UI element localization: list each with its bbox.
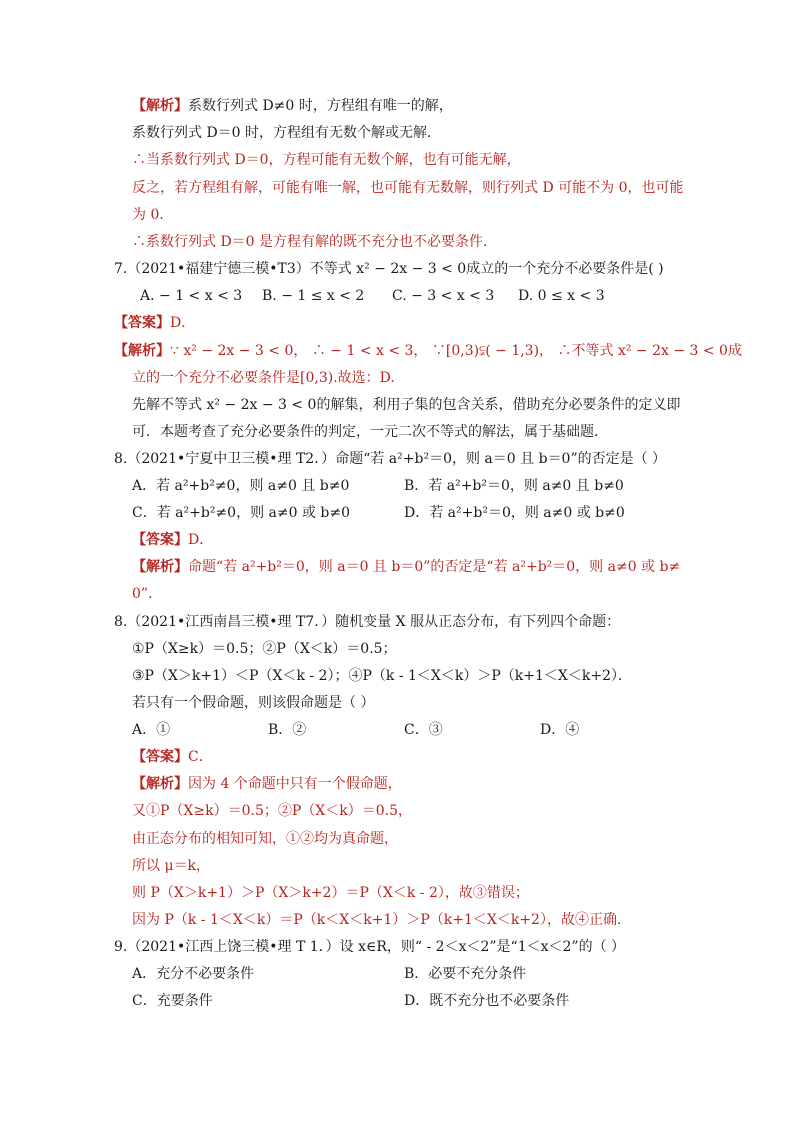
q8b-option-c: C．③ (404, 722, 443, 738)
question-7-stem: 7.（2021•福建宁德三模•T3）不等式 x² − 2x − 3 < 0成立的一个充分不必要条件是( ) (114, 261, 664, 277)
q8b-propositions-1-2: ①P（X≥k）＝0.5；②P（X＜k）＝0.5； (132, 641, 397, 657)
analysis-tag: 【解析】 (132, 559, 188, 575)
q8b-analysis-line: 又①P（X≥k）＝0.5；②P（X＜k）＝0.5， (132, 803, 412, 819)
q8a-option-d: D．若 a²+b²＝0，则 a≠0 或 b≠0 (404, 505, 625, 521)
q8b-answer (132, 747, 213, 767)
analysis-tag: 【解析】 (114, 343, 170, 359)
q8a-answer (132, 530, 213, 550)
q9-option-d: D．既不充分也不必要条件 (404, 993, 570, 1009)
question-8b-stem: 8.（2021•江西南昌三模•理 T7．）随机变量 X 服从正态分布，有下列四个命题： (114, 614, 621, 630)
q9-option-c: C．充要条件 (132, 993, 213, 1009)
question-9-stem: 9.（2021•江西上饶三模•理 T 1．）设 x∈R，则“ - 2＜x＜2”是“1＜x＜2”的（ ） (114, 939, 626, 955)
analysis-line: ∴系数行列式 D＝0 是方程有解的既不充分也不必要条件． (132, 234, 498, 250)
q8b-analysis-line: 则 P（X＞k+1）＞P（X＞k+2）＝P（X＜k - 2），故③错误； (132, 885, 529, 901)
q7-analysis-line: 先解不等式 x² − 2x − 3 < 0的解集，利用子集的包含关系，借助充分必要条件的定义即 (132, 397, 681, 413)
answer-tag: 【答案】 (132, 532, 188, 548)
q8a-option-b: B．若 a²+b²＝0，则 a≠0 且 b≠0 (404, 478, 624, 494)
q7-option-b: B. − 1 ≤ x < 2 (262, 288, 365, 304)
question-8a-stem: 8.（2021•宁夏中卫三模•理 T2．）命题“若 a²+b²＝0，则 a＝0 且 b＝0”的否定是（ ） (114, 451, 667, 467)
q8a-analysis-line: 0”． (132, 586, 163, 602)
analysis-line: ∴当系数行列式 D＝0，方程可能有无数个解，也有可能无解， (132, 152, 521, 168)
analysis-tag: 【解析】 (132, 776, 188, 792)
q7-analysis-line: 立的一个充分不必要条件是[0,3).故选：D. (132, 370, 395, 386)
q8b-propositions-3-4: ③P（X＞k+1）＜P（X＜k - 2）；④P（k - 1＜X＜k）＞P（k+1＜X＜k+2）． (132, 668, 632, 684)
analysis-line: 反之，若方程组有解，可能有唯一解，也可能有无数解，则行列式 D 可能不为 0，也可能 (132, 180, 684, 196)
analysis-line: 系数行列式 D＝0 时，方程组有无数个解或无解． (132, 125, 442, 141)
q8b-analysis-line: 由正态分布的相知可知，①②均为真命题， (132, 831, 398, 847)
q8b-option-d: D．④ (540, 722, 580, 738)
answer-value: C． (188, 749, 213, 765)
answer-tag: 【答案】 (132, 749, 188, 765)
answer-value: D． (188, 532, 214, 548)
analysis-text: ∵ x² − 2x − 3 < 0， ∴ − 1 < x < 3， ∵[0,3)⫋( − 1,3)， ∴不等式 x² − 2x − 3 < 0成 (170, 343, 742, 359)
answer-value: D． (170, 315, 196, 331)
analysis-text: 命题“若 a²+b²＝0，则 a＝0 且 b＝0”的否定是“若 a²+b²＝0，则 a≠0 或 b≠ (188, 559, 681, 575)
q8b-option-b: B．② (268, 722, 307, 738)
answer-tag: 【答案】 (114, 315, 170, 331)
q8a-analysis-line (132, 557, 680, 577)
q8b-option-a: A．① (132, 722, 171, 738)
q7-analysis-line (114, 341, 742, 361)
analysis-text: 因为 4 个命题中只有一个假命题， (188, 776, 402, 792)
analysis-line: 为 0． (132, 207, 174, 223)
q9-option-b: B．必要不充分条件 (404, 966, 527, 982)
analysis-text: 系数行列式 D≠0 时，方程组有唯一的解， (188, 98, 453, 114)
q8b-ask: 若只有一个假命题，则该假命题是（ ） (132, 695, 375, 711)
q7-analysis-line: 可．本题考查了充分必要条件的判定，一元二次不等式的解法，属于基础题． (132, 424, 608, 440)
q7-option-c: C. − 3 < x < 3 (392, 288, 495, 304)
q8b-analysis-line: 所以 μ＝k， (132, 858, 211, 874)
q8b-analysis-line: 因为 P（k - 1＜X＜k）＝P（k＜X＜k+1）＞P（k+1＜X＜k+2），故④正确． (132, 912, 631, 928)
q8a-option-c: C．若 a²+b²≠0，则 a≠0 或 b≠0 (132, 505, 350, 521)
q8b-analysis-line (132, 774, 402, 794)
q7-option-a: A. − 1 < x < 3 (140, 288, 243, 304)
q7-answer (114, 313, 195, 333)
q9-option-a: A．充分不必要条件 (132, 966, 255, 982)
analysis-tag: 【解析】 (132, 98, 188, 114)
q7-option-d: D. 0 ≤ x < 3 (518, 288, 605, 304)
analysis-line (132, 96, 453, 116)
q8a-option-a: A．若 a²+b²≠0，则 a≠0 且 b≠0 (132, 478, 350, 494)
